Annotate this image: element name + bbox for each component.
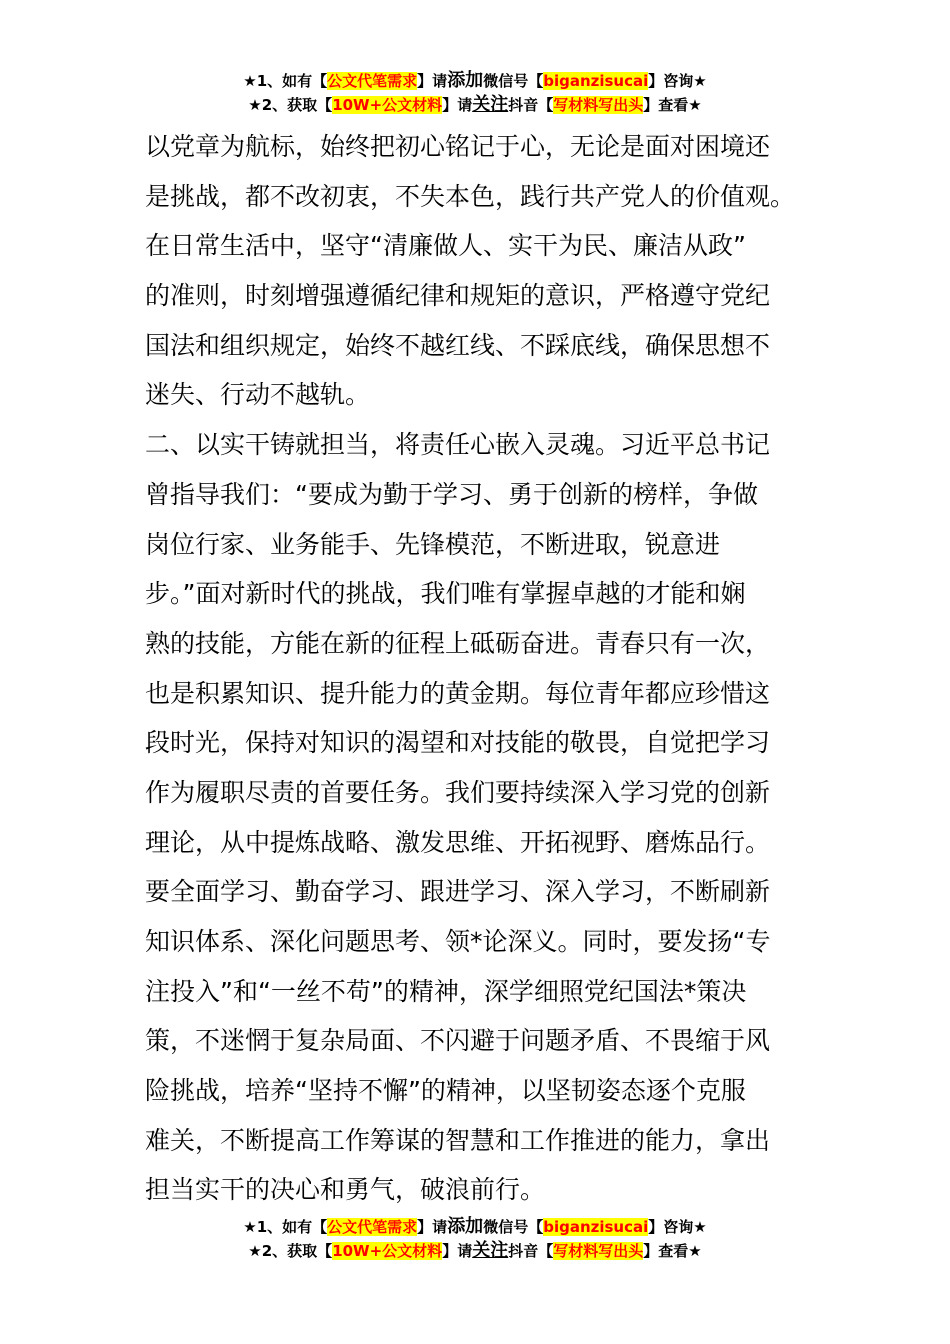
banner-highlight: 10W+公文材料 xyxy=(332,1242,443,1260)
body-line: 以党章为航标，始终把初心铭记于心，无论是面对困境还 xyxy=(145,132,771,161)
banner-text: 】请 xyxy=(417,72,448,90)
body-line: 要全面学习、勤奋学习、跟进学习、深入学习，不断刷新 xyxy=(145,877,771,907)
body-line: 知识体系、深化问题思考、领*论深义。同时，要发扬“专 xyxy=(145,927,771,956)
banner-text: 】咨询★ xyxy=(648,1218,707,1236)
banner-text: 】查看★ xyxy=(643,1242,702,1260)
body-line: 担当实干的决心和勇气，破浪前行。 xyxy=(145,1175,546,1205)
banner-text: 】请 xyxy=(417,1218,448,1236)
body-line: 的准则，时刻增强遵循纪律和规矩的意识，严格遵守党纪 xyxy=(145,281,771,311)
banner-text: 】请 xyxy=(442,1242,473,1260)
banner-text: ★1、如有【 xyxy=(243,72,328,90)
body-line: 步。”面对新时代的挑战，我们唯有掌握卓越的才能和娴 xyxy=(145,579,746,609)
body-line: 岗位行家、业务能手、先锋模范，不断进取，锐意进 xyxy=(145,529,721,559)
banner-highlight: 公文代笔需求 xyxy=(327,1218,418,1236)
banner-text: 抖音【 xyxy=(508,96,554,114)
banner-text: ★1、如有【 xyxy=(243,1218,328,1236)
body-line: 二、以实干铸就担当，将责任心嵌入灵魂。习近平总书记 xyxy=(145,430,771,460)
banner-emphasis: 添加 xyxy=(447,1216,484,1237)
document-body xyxy=(145,122,805,1215)
body-line: 也是积累知识、提升能力的黄金期。每位青年都应珍惜这 xyxy=(145,678,771,708)
banner-text: ★2、获取【 xyxy=(248,96,333,114)
body-line: 策，不迷惘于复杂局面、不闪避于问题矛盾、不畏缩于风 xyxy=(145,1026,771,1056)
banner-highlight: 写材料写出头 xyxy=(553,96,644,114)
body-line: 难关，不断提高工作筹谋的智慧和工作推进的能力，拿出 xyxy=(145,1125,771,1155)
body-line: 注投入”和“一丝不苟”的精神，深学细照党纪国法*策决 xyxy=(145,976,747,1006)
banner-emphasis: 关注 xyxy=(472,1240,509,1261)
body-line: 熟的技能，方能在新的征程上砥砺奋进。青春只有一次， xyxy=(145,628,771,658)
body-line: 曾指导我们：“要成为勤于学习、勇于创新的榜样，争做 xyxy=(145,479,758,509)
body-line: 险挑战，培养“坚持不懈”的精神，以坚韧姿态逐个克服 xyxy=(145,1076,746,1106)
banner-text: 微信号【 xyxy=(483,1218,544,1236)
banner-highlight: 公文代笔需求 xyxy=(327,72,418,90)
banner-highlight: biganzisucai xyxy=(543,1218,649,1236)
banner-text: 】请 xyxy=(442,96,473,114)
banner-line-2 xyxy=(0,1239,950,1263)
banner-text: ★2、获取【 xyxy=(248,1242,333,1260)
banner-text: 抖音【 xyxy=(508,1242,554,1260)
banner-text: 】查看★ xyxy=(643,96,702,114)
body-line: 迷失、行动不越轨。 xyxy=(145,380,371,410)
body-line: 是挑战，都不改初衷，不失本色，践行共产党人的价值观。 xyxy=(145,181,796,211)
body-line: 作为履职尽责的首要任务。我们要持续深入学习党的创新 xyxy=(145,777,771,807)
banner-line-1 xyxy=(0,69,950,93)
banner-emphasis: 添加 xyxy=(447,70,484,91)
banner-text: 】咨询★ xyxy=(648,72,707,90)
banner-highlight: 10W+公文材料 xyxy=(332,96,443,114)
body-line: 在日常生活中，坚守“清廉做人、实干为民、廉洁从政” xyxy=(145,231,746,261)
banner-line-1 xyxy=(0,1215,950,1239)
bottom-banner xyxy=(0,1215,950,1263)
body-line: 理论，从中提炼战略、激发思维、开拓视野、磨炼品行。 xyxy=(145,827,771,857)
body-line: 国法和组织规定，始终不越红线、不踩底线，确保思想不 xyxy=(145,330,771,360)
top-banner xyxy=(0,69,950,117)
banner-line-2 xyxy=(0,93,950,117)
banner-highlight: biganzisucai xyxy=(543,72,649,90)
banner-text: 微信号【 xyxy=(483,72,544,90)
body-line: 段时光，保持对知识的渴望和对技能的敬畏，自觉把学习 xyxy=(145,728,771,758)
banner-emphasis: 关注 xyxy=(472,94,509,115)
banner-highlight: 写材料写出头 xyxy=(553,1242,644,1260)
